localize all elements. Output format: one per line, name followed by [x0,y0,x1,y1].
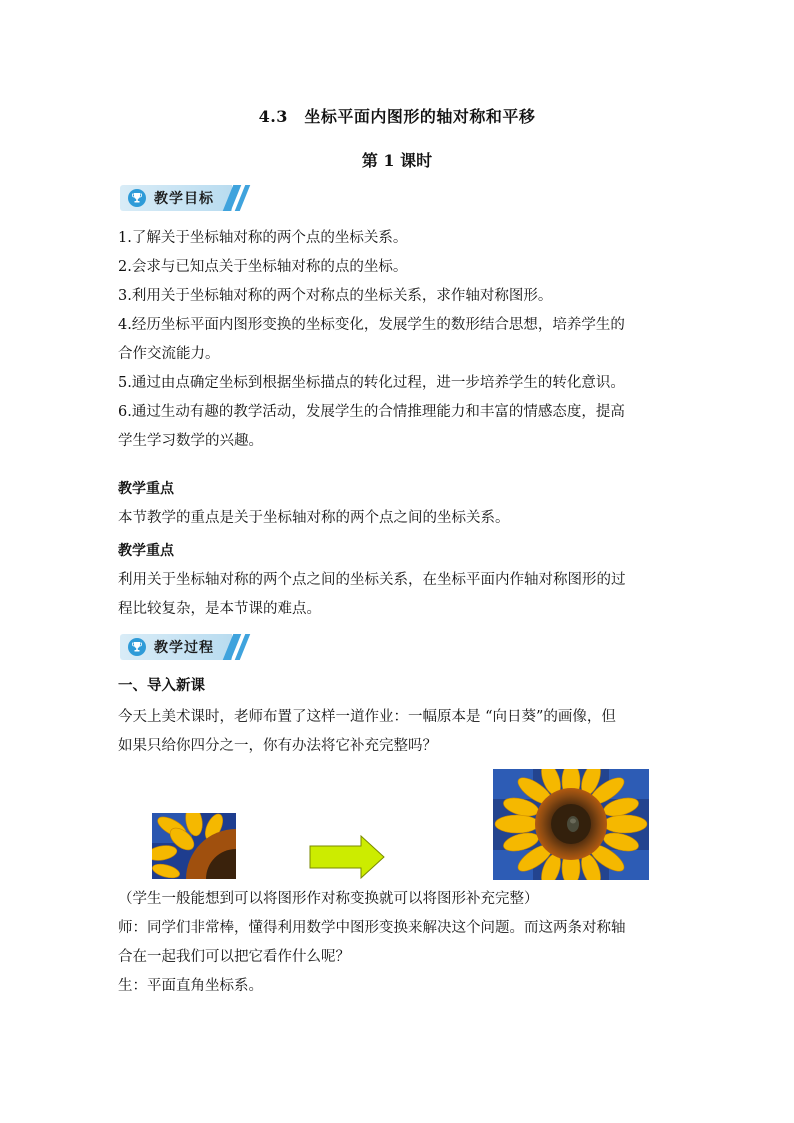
dialog-line: 生：平面直角坐标系。 [118,978,263,994]
goal-line: 5.通过由点确定坐标到根据坐标描点的转化过程，进一步培养学生的转化意识。 [118,375,625,391]
right-arrow-icon [309,835,385,879]
trophy-icon [128,638,146,656]
dialog-line: （学生一般能想到可以将图形作对称变换就可以将图形补充完整） [118,891,539,907]
section-banner-goals [120,185,248,211]
difficulty-line: 程比较复杂，是本节课的难点。 [118,601,321,617]
intro-line: 如果只给你四分之一，你有办法将它补充完整吗？ [118,738,437,754]
goals-list [118,224,678,456]
goal-line: 学生学习数学的兴趣。 [118,433,263,449]
goal-line: 2.会求与已知点关于坐标轴对称的点的坐标。 [118,259,408,275]
dialog-line: 师：同学们非常棒，懂得利用数学中图形变换来解决这个问题。而这两条对称轴 [118,920,626,936]
difficulty-heading: 教学重点 [118,543,174,559]
goal-line: 1.了解关于坐标轴对称的两个点的坐标关系。 [118,230,408,246]
goal-line: 6.通过生动有趣的教学活动，发展学生的合情推理能力和丰富的情感态度，提高 [118,404,625,420]
lesson-title: 4.3 坐标平面内图形的轴对称和平移 [258,107,536,126]
goal-line: 合作交流能力。 [118,346,220,362]
difficulty-text [118,566,678,624]
sunflower-quarter-image [152,813,236,879]
intro-line: 今天上美术课时，老师布置了这样一道作业：一幅原本是 “向日葵”的画像，但 [118,709,616,725]
goal-line: 4.经历坐标平面内图形变换的坐标变化，发展学生的数形结合思想，培养学生的 [118,317,625,333]
section-title-goals: 教学目标 [154,191,214,207]
trophy-icon [128,189,146,207]
key-heading: 教学重点 [118,481,174,497]
intro-text [118,703,678,761]
goal-line: 3.利用关于坐标轴对称的两个对称点的坐标关系，求作轴对称图形。 [118,288,553,304]
dialog-line: 合在一起我们可以把它看作什么呢？ [118,949,350,965]
section-title-process: 教学过程 [154,640,214,656]
sunflower-full-image [493,769,649,880]
lesson-subtitle: 第 1 课时 [361,151,433,170]
key-text: 本节教学的重点是关于坐标轴对称的两个点之间的坐标关系。 [118,510,510,526]
after-text [118,885,718,1001]
difficulty-line: 利用关于坐标轴对称的两个点之间的坐标关系，在坐标平面内作轴对称图形的过 [118,572,626,588]
intro-heading: 一、导入新课 [118,678,205,694]
section-banner-process [120,634,248,660]
